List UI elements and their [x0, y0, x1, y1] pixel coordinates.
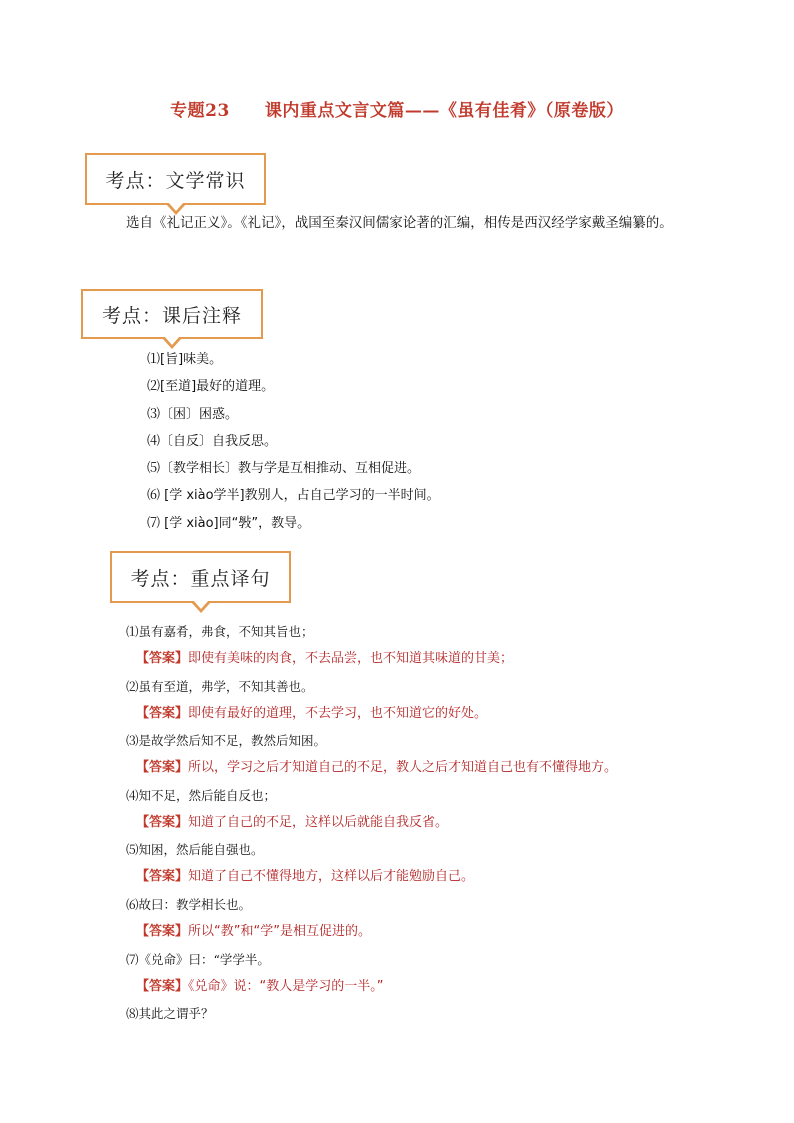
answer-tag: 【答案】 — [136, 651, 189, 666]
translation-item — [126, 836, 617, 891]
source-sentence: ⑶是故学然后知不足，教然后知困。 — [126, 733, 327, 749]
answer-text: 知道了自己不懂得地方，这样以后才能勉励自己。 — [188, 869, 475, 885]
translation-item — [126, 946, 617, 1001]
answer-text: 知道了自己的不足，这样以后就能自我反省。 — [188, 814, 449, 830]
section-label-text: 考点：课后注释 — [101, 304, 242, 327]
answer-line — [126, 645, 617, 672]
note-item: ⑹ [学 xiào学半]教别人，占自己学习的一半时间。 — [147, 488, 440, 504]
literature-paragraph: 选自《礼记正义》。《礼记》，战国至秦汉间儒家论著的汇编，相传是西汉经学家戴圣编纂的。 — [126, 215, 673, 231]
answer-text: 即使有美味的肉食，不去品尝，也不知道其味道的甘美； — [188, 651, 514, 666]
answer-text: 《兑命》说：“教人是学习的一半。” — [188, 978, 384, 994]
answer-text: 所以“教”和“学”是相互促进的。 — [188, 923, 371, 939]
note-item: ⑺ [学 xiào]同“斅”，教导。 — [147, 515, 311, 531]
section-label-notes — [81, 289, 263, 339]
page-title: 专题23 课内重点文言文篇——《虽有佳肴》（原卷版） — [170, 101, 624, 121]
answer-tag: 【答案】 — [136, 978, 189, 994]
source-sentence: ⑹故曰：教学相长也。 — [126, 896, 252, 912]
source-sentence: ⑴虽有嘉肴，弗食，不知其旨也； — [126, 624, 314, 639]
note-item: ⑷〔自反〕自我反思。 — [147, 433, 278, 449]
translation-item — [126, 727, 617, 782]
answer-tag: 【答案】 — [136, 814, 189, 830]
answer-line — [126, 973, 617, 1000]
translation-item — [126, 618, 617, 673]
callout-pointer — [191, 602, 211, 613]
translation-item — [126, 1000, 617, 1055]
notes-list — [147, 346, 440, 537]
section-label-literature — [85, 153, 266, 205]
answer-line — [126, 863, 617, 890]
answer-text: 所以，学习之后才知道自己的不足，教人之后才知道自己也有不懂得地方。 — [188, 760, 618, 776]
answer-text: 即使有最好的道理，不去学习，也不知道它的好处。 — [188, 705, 488, 721]
note-item: ⑸〔教学相长〕教与学是互相推动、互相促进。 — [147, 461, 421, 477]
source-sentence: ⑸知困，然后能自强也。 — [126, 842, 264, 858]
source-sentence: ⑺《兑命》曰：“学学半。 — [126, 951, 270, 967]
answer-line — [126, 918, 617, 945]
source-sentence: ⑻其此之谓乎？ — [126, 1006, 214, 1022]
answer-line — [126, 700, 617, 727]
note-item: ⑵[至道]最好的道理。 — [147, 379, 275, 395]
answer-tag: 【答案】 — [136, 705, 189, 721]
answer-line — [126, 754, 617, 781]
translation-item — [126, 891, 617, 946]
answer-tag: 【答案】 — [136, 923, 189, 939]
source-sentence: ⑷知不足，然后能自反也； — [126, 787, 277, 803]
translation-list — [126, 618, 617, 1055]
answer-tag: 【答案】 — [136, 760, 189, 776]
source-sentence: ⑵虽有至道，弗学，不知其善也。 — [126, 678, 314, 694]
section-label-text: 考点：重点译句 — [130, 567, 271, 590]
note-item: ⑴[旨]味美。 — [147, 352, 223, 367]
answer-line — [126, 809, 617, 836]
translation-item — [126, 782, 617, 837]
section-label-text: 考点：文学常识 — [105, 169, 246, 192]
translation-item — [126, 673, 617, 728]
section-label-translation — [110, 551, 291, 603]
answer-tag: 【答案】 — [136, 869, 189, 885]
note-item: ⑶〔困〕困惑。 — [147, 406, 239, 422]
